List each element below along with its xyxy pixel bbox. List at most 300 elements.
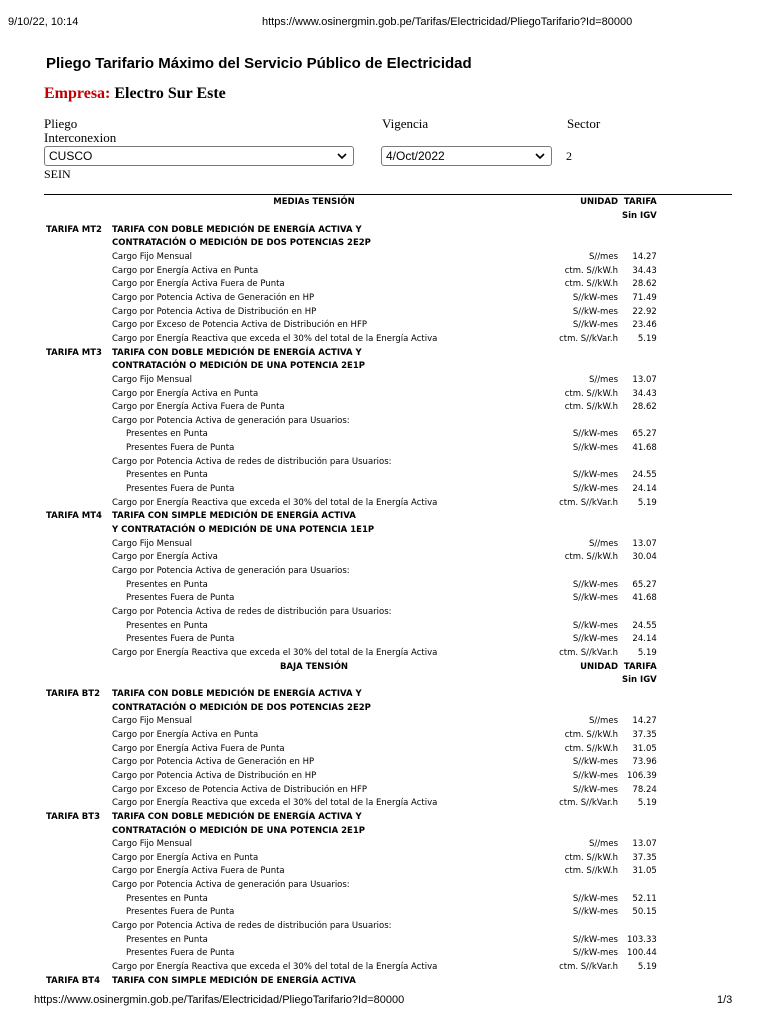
tariff-code: TARIFA MT3 <box>46 347 102 358</box>
charge-unit: S//kW-mes <box>572 634 618 645</box>
charge-value: 65.27 <box>632 579 657 590</box>
tariff-title-row <box>44 811 657 825</box>
tariff-code: TARIFA BT2 <box>46 688 100 699</box>
print-footer <box>0 994 768 1008</box>
empty-cell <box>622 360 657 374</box>
empty-cell <box>516 974 622 988</box>
charge-unit: S//mes <box>588 716 618 727</box>
tariff-header: TARIFA <box>623 197 657 208</box>
charge-description: Cargo por Energía Activa en Punta <box>112 852 259 863</box>
tariff-title-row <box>44 524 657 538</box>
charge-row <box>44 838 657 852</box>
empty-cell <box>44 852 112 866</box>
tariff-header: TARIFA <box>623 661 657 672</box>
empty-cell <box>622 701 657 715</box>
empty-cell <box>44 237 112 251</box>
charge-unit: S//kW-mes <box>572 292 618 303</box>
section-subheader-row <box>44 674 657 688</box>
tariff-title-row <box>44 701 657 715</box>
empty-cell <box>44 469 112 483</box>
empty-cell <box>516 824 622 838</box>
tariff-table <box>44 196 657 988</box>
charge-row <box>44 852 657 866</box>
empty-cell <box>44 742 112 756</box>
empty-cell <box>44 537 112 551</box>
empty-cell <box>44 374 112 388</box>
charge-unit: S//kW-mes <box>572 579 618 590</box>
charge-unit: S//kW-mes <box>572 443 618 454</box>
empty-cell <box>622 524 657 538</box>
pliego-label: Pliego <box>44 116 78 131</box>
tariff-title-row <box>44 360 657 374</box>
charge-value: 5.19 <box>637 962 657 973</box>
tariff-name: TARIFA CON DOBLE MEDICIÓN DE ENERGÍA ACTIVA Y <box>112 688 362 699</box>
unit-header: UNIDAD <box>580 661 618 672</box>
charge-unit: S//kW-mes <box>572 770 618 781</box>
charge-value: 50.15 <box>632 907 657 918</box>
empty-cell <box>622 688 657 702</box>
empty-cell <box>112 210 516 224</box>
charge-row <box>44 387 657 401</box>
empty-cell <box>44 619 112 633</box>
charge-value: 13.07 <box>632 538 657 549</box>
charge-value: 37.35 <box>632 729 657 740</box>
sector-value: 2 <box>566 149 572 163</box>
empty-cell <box>44 592 112 606</box>
charge-row <box>44 469 657 483</box>
charge-description: Cargo por Potencia Activa de generación para Usuarios: <box>112 415 350 426</box>
empty-cell <box>44 906 112 920</box>
charge-row <box>44 756 657 770</box>
tariff-name: TARIFA CON DOBLE MEDICIÓN DE ENERGÍA ACTIVA Y <box>112 811 362 822</box>
empty-cell <box>622 824 657 838</box>
unit-header: UNIDAD <box>580 197 618 208</box>
charge-unit: S//kW-mes <box>572 784 618 795</box>
empty-cell <box>516 524 622 538</box>
charge-unit: S//kW-mes <box>572 320 618 331</box>
charge-row <box>44 961 657 975</box>
empty-cell <box>44 701 112 715</box>
charge-description: Cargo por Exceso de Potencia Activa de Distribución en HFP <box>112 320 367 331</box>
charge-description: Cargo por Energía Reactiva que exceda el 30% del total de la Energía Activa <box>112 798 438 809</box>
vigencia-label: Vigencia <box>382 116 429 131</box>
charge-description: Cargo por Energía Activa <box>112 552 218 563</box>
section-title: MEDIAs TENSIÓN <box>273 197 355 208</box>
section-subheader-row <box>44 210 657 224</box>
charge-value: 41.68 <box>632 443 657 454</box>
empty-cell <box>44 933 112 947</box>
charge-row <box>44 729 657 743</box>
pliego-select-value: CUSCO <box>49 149 93 163</box>
charge-value: 41.68 <box>632 593 657 604</box>
charge-unit: ctm. S//kW.h <box>564 852 618 863</box>
empty-cell <box>622 974 657 988</box>
empty-cell <box>44 387 112 401</box>
charge-description: Presentes Fuera de Punta <box>126 634 235 645</box>
charge-row <box>44 333 657 347</box>
tariff-name: TARIFA CON SIMPLE MEDICIÓN DE ENERGÍA ACTIVA <box>112 511 356 522</box>
section-header-row <box>44 660 657 674</box>
charge-row <box>44 879 657 893</box>
charge-description: Presentes Fuera de Punta <box>126 907 235 918</box>
charge-value: 31.05 <box>632 743 657 754</box>
empty-cell <box>44 551 112 565</box>
empty-cell <box>516 688 622 702</box>
charge-row <box>44 606 657 620</box>
divider <box>44 194 732 195</box>
vigencia-select[interactable] <box>381 146 552 166</box>
charge-description: Cargo por Potencia Activa de Distribución en HP <box>112 306 317 317</box>
charge-description: Cargo por Potencia Activa de Generación en HP <box>112 757 315 768</box>
empty-cell <box>44 838 112 852</box>
empty-cell <box>622 811 657 825</box>
empty-cell <box>516 674 622 688</box>
empty-cell <box>44 292 112 306</box>
empty-cell <box>44 756 112 770</box>
empty-cell <box>44 770 112 784</box>
charge-value: 65.27 <box>632 429 657 440</box>
charge-value: 13.07 <box>632 374 657 385</box>
charge-row <box>44 442 657 456</box>
empty-cell <box>44 633 112 647</box>
charge-value: 24.14 <box>632 484 657 495</box>
charge-value: 71.49 <box>632 292 657 303</box>
empty-cell <box>516 210 622 224</box>
charge-value: 5.19 <box>637 647 657 658</box>
charge-unit: S//kW-mes <box>572 593 618 604</box>
charge-description: Cargo por Energía Activa Fuera de Punta <box>112 743 285 754</box>
charge-value: 5.19 <box>637 333 657 344</box>
charge-row <box>44 496 657 510</box>
charge-description: Presentes Fuera de Punta <box>126 593 235 604</box>
charge-value: 5.19 <box>637 798 657 809</box>
charge-value: 24.55 <box>632 620 657 631</box>
charge-row <box>44 401 657 415</box>
page-number: 1/3 <box>717 994 733 1006</box>
section-title: BAJA TENSIÓN <box>279 661 349 672</box>
tariff-name: TARIFA CON DOBLE MEDICIÓN DE ENERGÍA ACTIVA Y <box>112 347 362 358</box>
charge-row <box>44 292 657 306</box>
empty-cell <box>44 961 112 975</box>
charge-row <box>44 920 657 934</box>
charge-description: Cargo por Potencia Activa de redes de distribución para Usuarios: <box>112 456 392 467</box>
charge-unit: ctm. S//kVar.h <box>559 497 618 508</box>
interconexion-label: Interconexion <box>44 130 117 145</box>
charge-value: 14.27 <box>632 251 657 262</box>
charge-description: Cargo por Energía Activa Fuera de Punta <box>112 279 285 290</box>
empty-cell <box>516 360 622 374</box>
charge-description: Presentes en Punta <box>126 620 208 631</box>
charge-row <box>44 619 657 633</box>
tariff-subheader: Sin IGV <box>622 210 657 221</box>
charge-value: 103.33 <box>627 934 657 945</box>
charge-value: 24.14 <box>632 634 657 645</box>
charge-unit: S//mes <box>588 538 618 549</box>
charge-row <box>44 865 657 879</box>
empty-cell <box>44 333 112 347</box>
footer-url: https://www.osinergmin.gob.pe/Tarifas/Electricidad/PliegoTarifario?Id=80000 <box>34 994 405 1006</box>
charge-description: Cargo por Potencia Activa de Distribución en HP <box>112 770 317 781</box>
charge-row <box>44 551 657 565</box>
charge-unit: ctm. S//kVar.h <box>559 962 618 973</box>
charge-unit: S//kW-mes <box>572 470 618 481</box>
charge-description: Cargo por Potencia Activa de generación para Usuarios: <box>112 566 350 577</box>
charge-unit: ctm. S//kW.h <box>564 265 618 276</box>
charge-value: 100.44 <box>627 948 657 959</box>
charge-unit: ctm. S//kW.h <box>564 402 618 413</box>
empty-cell <box>44 647 112 661</box>
tariff-name: Y CONTRATACIÓN O MEDICIÓN DE UNA POTENCIA 1E1P <box>112 525 375 536</box>
charge-description: Presentes en Punta <box>126 470 208 481</box>
empty-cell <box>44 401 112 415</box>
charge-description: Cargo Fijo Mensual <box>112 538 193 549</box>
charge-row <box>44 947 657 961</box>
charge-row <box>44 305 657 319</box>
tariff-title-row <box>44 688 657 702</box>
empty-cell <box>44 578 112 592</box>
charge-row <box>44 906 657 920</box>
charge-unit: S//mes <box>588 374 618 385</box>
charge-description: Cargo Fijo Mensual <box>112 374 193 385</box>
empty-cell <box>44 606 112 620</box>
charge-unit: S//kW-mes <box>572 620 618 631</box>
charge-value <box>622 920 657 934</box>
charge-value: 34.43 <box>632 388 657 399</box>
empty-cell <box>44 674 112 688</box>
charge-unit: ctm. S//kW.h <box>564 866 618 877</box>
charge-row <box>44 742 657 756</box>
tariff-name: CONTRATACIÓN O MEDICIÓN DE UNA POTENCIA 2E1P <box>112 825 365 836</box>
charge-row <box>44 428 657 442</box>
charge-unit: S//kW-mes <box>572 757 618 768</box>
empty-cell <box>622 510 657 524</box>
charge-unit: S//kW-mes <box>572 907 618 918</box>
tariff-title-row <box>44 223 657 237</box>
charge-description: Presentes Fuera de Punta <box>126 484 235 495</box>
charge-description: Cargo por Energía Reactiva que exceda el 30% del total de la Energía Activa <box>112 333 438 344</box>
sector-label: Sector <box>567 116 601 131</box>
charge-value: 28.62 <box>632 279 657 290</box>
empty-cell <box>44 360 112 374</box>
empty-cell <box>44 660 112 674</box>
tariff-title-row <box>44 237 657 251</box>
charge-value: 30.04 <box>632 552 657 563</box>
empty-cell <box>44 920 112 934</box>
tariff-code: TARIFA BT3 <box>46 811 100 822</box>
tariff-code: TARIFA MT4 <box>46 511 102 522</box>
print-url: https://www.osinergmin.gob.pe/Tarifas/Electricidad/PliegoTarifario?Id=80000 <box>262 16 633 28</box>
charge-row <box>44 633 657 647</box>
charge-description: Cargo por Energía Activa en Punta <box>112 265 259 276</box>
charge-value <box>622 415 657 429</box>
charge-row <box>44 715 657 729</box>
empty-cell <box>44 892 112 906</box>
empty-cell <box>44 278 112 292</box>
charge-description: Cargo por Energía Activa en Punta <box>112 729 259 740</box>
empty-cell <box>44 264 112 278</box>
charge-description: Cargo por Energía Activa en Punta <box>112 388 259 399</box>
tariff-name: CONTRATACIÓN O MEDICIÓN DE UNA POTENCIA 2E1P <box>112 361 365 372</box>
page-title: Pliego Tarifario Máximo del Servicio Público de Electricidad <box>46 55 472 72</box>
empty-cell <box>516 237 622 251</box>
tariff-title-row <box>44 510 657 524</box>
charge-unit: S//kW-mes <box>572 429 618 440</box>
tariff-name: CONTRATACIÓN O MEDICIÓN DE DOS POTENCIAS 2E2P <box>112 702 371 713</box>
tariff-name: TARIFA CON DOBLE MEDICIÓN DE ENERGÍA ACTIVA Y <box>112 224 362 235</box>
system-label: SEIN <box>44 167 71 181</box>
charge-row <box>44 415 657 429</box>
tariff-title-row <box>44 824 657 838</box>
charge-description: Presentes en Punta <box>126 429 208 440</box>
charge-value: 24.55 <box>632 470 657 481</box>
charge-row <box>44 483 657 497</box>
charge-value: 52.11 <box>632 893 657 904</box>
empty-cell <box>516 346 622 360</box>
charge-unit: S//kW-mes <box>572 306 618 317</box>
charge-unit <box>516 879 622 893</box>
empty-cell <box>44 729 112 743</box>
charge-value: 28.62 <box>632 402 657 413</box>
charge-unit: ctm. S//kW.h <box>564 388 618 399</box>
charge-row <box>44 537 657 551</box>
empty-cell <box>44 565 112 579</box>
tariff-name: CONTRATACIÓN O MEDICIÓN DE DOS POTENCIAS 2E2P <box>112 238 371 249</box>
charge-row <box>44 592 657 606</box>
empresa <box>44 85 226 103</box>
empty-cell <box>44 455 112 469</box>
charge-row <box>44 565 657 579</box>
charge-value: 73.96 <box>632 757 657 768</box>
charge-unit <box>516 415 622 429</box>
vigencia-select-value: 4/Oct/2022 <box>386 149 445 163</box>
empty-cell <box>44 715 112 729</box>
print-header <box>0 16 768 30</box>
charge-description: Cargo por Energía Activa Fuera de Punta <box>112 402 285 413</box>
tariff-title-row <box>44 346 657 360</box>
charge-unit: S//mes <box>588 839 618 850</box>
charge-row <box>44 374 657 388</box>
charge-unit: ctm. S//kW.h <box>564 743 618 754</box>
charge-value: 78.24 <box>632 784 657 795</box>
charge-description: Cargo Fijo Mensual <box>112 716 193 727</box>
charge-unit: ctm. S//kVar.h <box>559 647 618 658</box>
empty-cell <box>44 442 112 456</box>
charge-unit <box>516 606 622 620</box>
charge-value: 13.07 <box>632 839 657 850</box>
empty-cell <box>44 783 112 797</box>
charge-unit: S//kW-mes <box>572 948 618 959</box>
empty-cell <box>44 824 112 838</box>
chevron-down-icon <box>337 151 347 161</box>
charge-description: Cargo Fijo Mensual <box>112 839 193 850</box>
charge-row <box>44 578 657 592</box>
charge-description: Cargo Fijo Mensual <box>112 251 193 262</box>
charge-value: 5.19 <box>637 497 657 508</box>
empty-cell <box>44 865 112 879</box>
charge-value: 22.92 <box>632 306 657 317</box>
charge-unit <box>516 455 622 469</box>
tariff-code: TARIFA BT4 <box>46 975 100 986</box>
empty-cell <box>516 811 622 825</box>
charge-unit: ctm. S//kW.h <box>564 279 618 290</box>
charge-description: Cargo por Potencia Activa de Generación en HP <box>112 292 315 303</box>
pliego-select[interactable] <box>44 146 354 166</box>
charge-row <box>44 278 657 292</box>
charge-description: Presentes en Punta <box>126 893 208 904</box>
empty-cell <box>516 510 622 524</box>
charge-value <box>622 565 657 579</box>
empty-cell <box>44 305 112 319</box>
charge-unit: ctm. S//kW.h <box>564 729 618 740</box>
empresa-label: Empresa: <box>44 85 111 102</box>
charge-description: Presentes en Punta <box>126 579 208 590</box>
empty-cell <box>44 319 112 333</box>
tariff-title-row <box>44 974 657 988</box>
charge-value <box>622 879 657 893</box>
charge-value: 31.05 <box>632 866 657 877</box>
charge-description: Cargo por Energía Reactiva que exceda el 30% del total de la Energía Activa <box>112 497 438 508</box>
charge-value: 23.46 <box>632 320 657 331</box>
empty-cell <box>516 223 622 237</box>
empty-cell <box>622 346 657 360</box>
empty-cell <box>622 237 657 251</box>
empty-cell <box>44 483 112 497</box>
charge-row <box>44 647 657 661</box>
empresa-name: Electro Sur Este <box>114 85 226 102</box>
charge-description: Cargo por Potencia Activa de generación para Usuarios: <box>112 880 350 891</box>
empty-cell <box>44 496 112 510</box>
charge-value <box>622 455 657 469</box>
charge-row <box>44 251 657 265</box>
empty-cell <box>44 196 112 210</box>
charge-row <box>44 933 657 947</box>
charge-value: 106.39 <box>627 770 657 781</box>
tariff-name: TARIFA CON SIMPLE MEDICIÓN DE ENERGÍA ACTIVA <box>112 975 356 986</box>
charge-unit <box>516 920 622 934</box>
charge-unit: S//kW-mes <box>572 893 618 904</box>
charge-value: 14.27 <box>632 716 657 727</box>
print-date: 9/10/22, 10:14 <box>8 16 79 28</box>
charge-value: 34.43 <box>632 265 657 276</box>
section-header-row <box>44 196 657 210</box>
empty-cell <box>44 251 112 265</box>
charge-unit: ctm. S//kW.h <box>564 552 618 563</box>
tariff-code: TARIFA MT2 <box>46 224 102 235</box>
empty-cell <box>44 210 112 224</box>
charge-description: Presentes Fuera de Punta <box>126 443 235 454</box>
empty-cell <box>44 415 112 429</box>
charge-row <box>44 455 657 469</box>
charge-unit: S//kW-mes <box>572 934 618 945</box>
empty-cell <box>112 674 516 688</box>
empty-cell <box>44 797 112 811</box>
empty-cell <box>44 428 112 442</box>
charge-description: Cargo por Energía Activa Fuera de Punta <box>112 866 285 877</box>
charge-value <box>622 606 657 620</box>
empty-cell <box>44 947 112 961</box>
charge-description: Cargo por Potencia Activa de redes de distribución para Usuarios: <box>112 921 392 932</box>
empty-cell <box>44 524 112 538</box>
charge-unit: ctm. S//kVar.h <box>559 333 618 344</box>
chevron-down-icon <box>535 151 545 161</box>
tariff-subheader: Sin IGV <box>622 675 657 686</box>
charge-row <box>44 264 657 278</box>
charge-unit: ctm. S//kVar.h <box>559 798 618 809</box>
charge-unit: S//mes <box>588 251 618 262</box>
charge-description: Cargo por Potencia Activa de redes de distribución para Usuarios: <box>112 607 392 618</box>
charge-row <box>44 319 657 333</box>
charge-row <box>44 783 657 797</box>
